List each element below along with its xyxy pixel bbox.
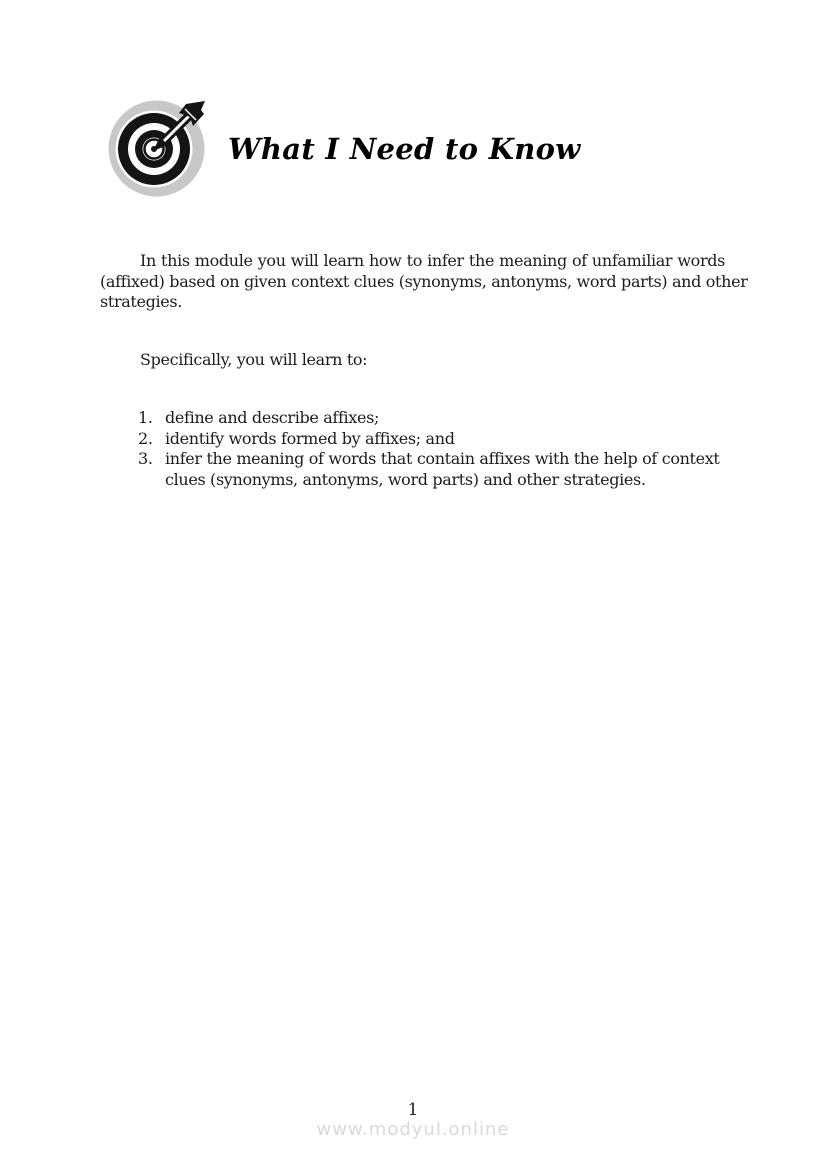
objective-text <box>165 429 455 450</box>
objective-line: identify words formed by affixes; and <box>165 428 455 448</box>
objectives-list <box>138 408 720 490</box>
page-header <box>108 100 581 197</box>
watermark: www.modyul.online <box>316 1119 510 1140</box>
objective-item <box>138 429 720 450</box>
objective-line: clues (synonyms, antonyms, word parts) and other strategies. <box>165 469 646 489</box>
objective-item <box>138 449 720 490</box>
paragraph-line: strategies. <box>100 292 183 311</box>
target-icon <box>108 100 205 197</box>
paragraph-line: In this module you will learn how to infer the meaning of unfamiliar words <box>140 251 725 270</box>
page-number: 1 <box>407 1100 419 1120</box>
intro-paragraph <box>100 251 748 313</box>
objective-item <box>138 408 720 429</box>
objective-line: infer the meaning of words that contain affixes with the help of context <box>165 449 720 468</box>
objective-text <box>165 449 720 490</box>
objective-number: 1. <box>138 408 153 427</box>
lead-in-text: Specifically, you will learn to: <box>140 350 368 369</box>
objective-line: define and describe affixes; <box>165 408 380 427</box>
objective-number: 2. <box>138 428 153 448</box>
objective-number: 3. <box>138 449 153 468</box>
objective-text <box>165 408 379 429</box>
paragraph-line: (affixed) based on given context clues (synonyms, antonyms, word parts) and other <box>100 271 748 291</box>
page-title: What I Need to Know <box>228 131 581 166</box>
